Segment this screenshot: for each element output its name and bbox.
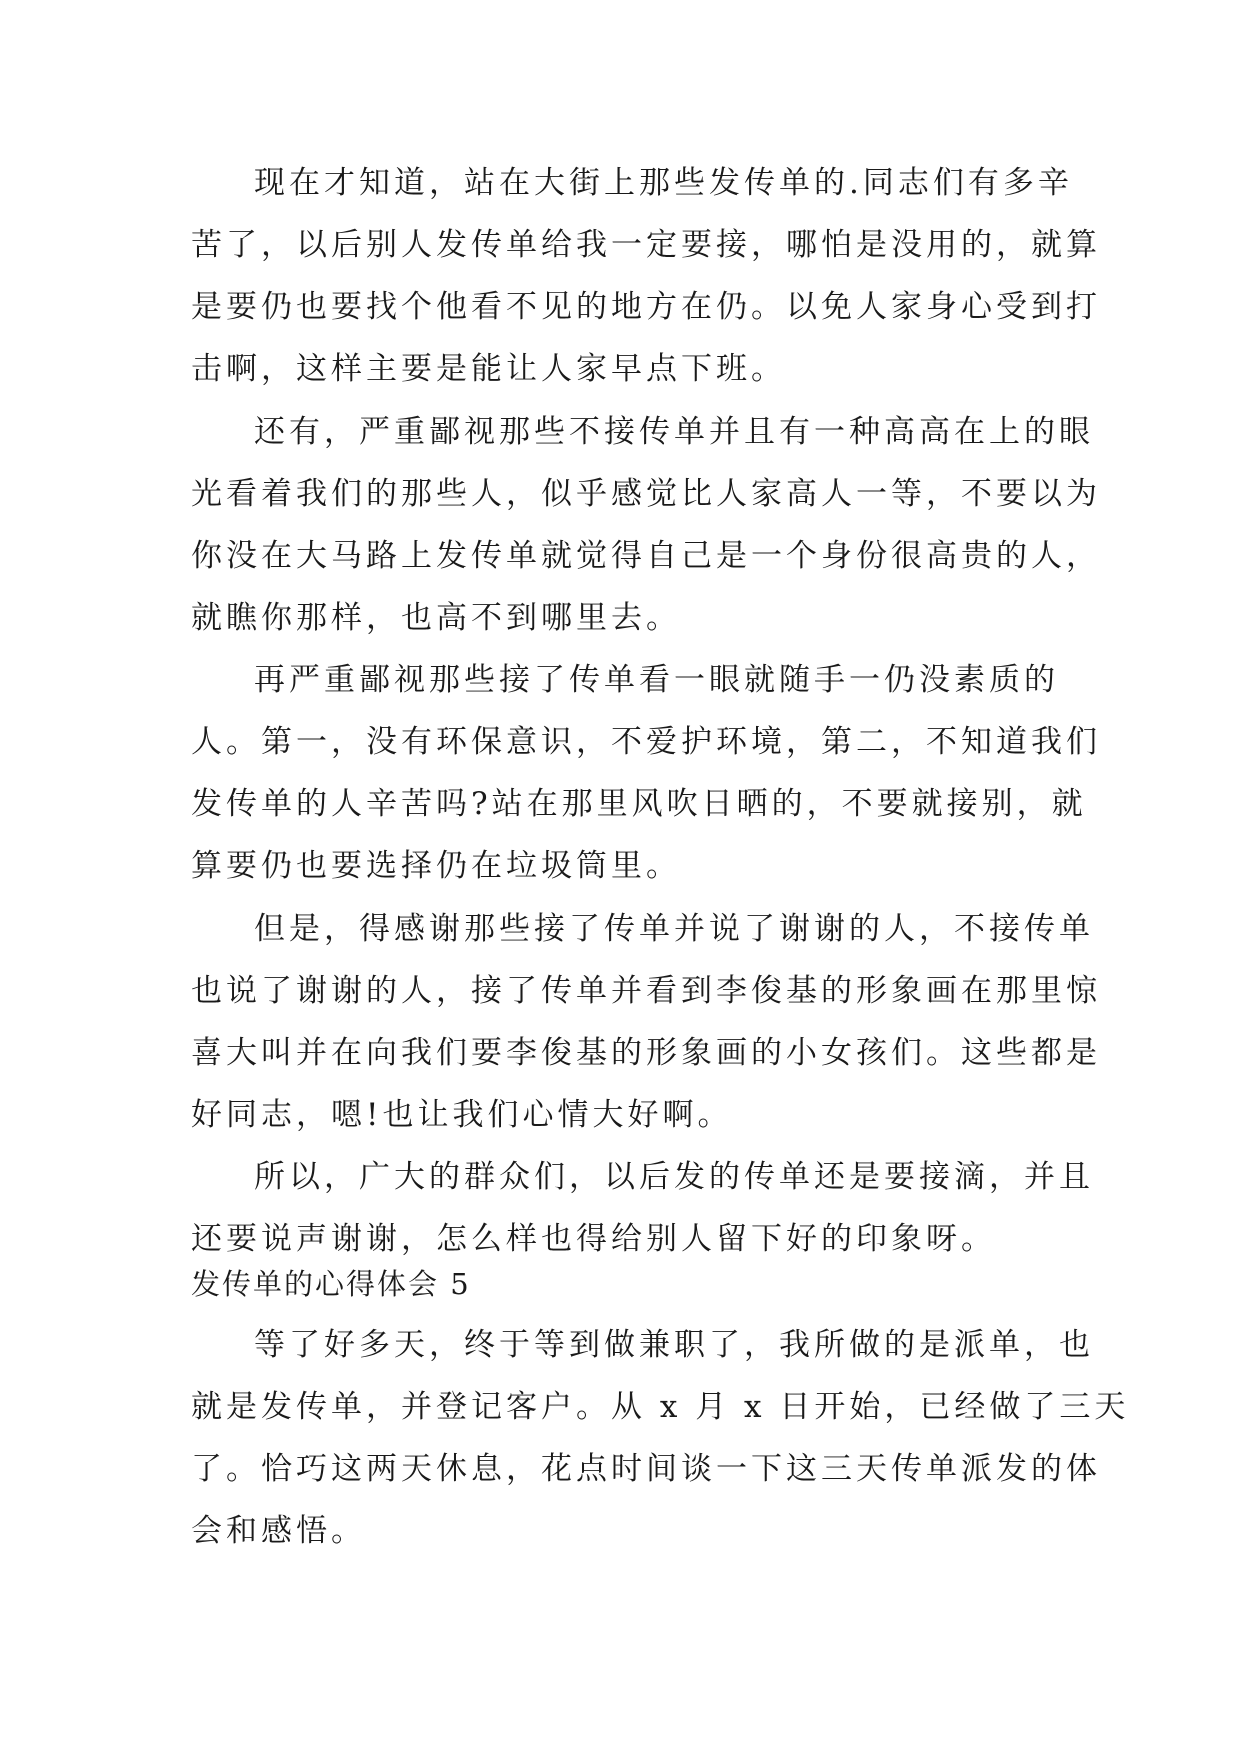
paragraph-2-line-4: 就瞧你那样，也高不到哪里去。 [191,600,681,636]
paragraph-1-line-2: 苦了，以后别人发传单给我一定要接，哪怕是没用的，就算 [191,227,1101,263]
paragraph-4-line-1: 但是，得感谢那些接了传单并说了谢谢的人，不接传单 [254,911,1094,947]
paragraph-3-line-2: 人。第一，没有环保意识，不爱护环境，第二，不知道我们 [191,724,1101,760]
paragraph-4-line-3: 喜大叫并在向我们要李俊基的形象画的小女孩们。这些都是 [191,1035,1101,1071]
paragraph-3-line-1: 再严重鄙视那些接了传单看一眼就随手一仍没素质的 [254,662,1059,698]
section-paragraph-line-2: 就是发传单，并登记客户。从 x 月 x 日开始，已经做了三天 [191,1389,1130,1425]
section-paragraph-line-1: 等了好多天，终于等到做兼职了，我所做的是派单，也 [254,1327,1094,1363]
paragraph-3-line-3: 发传单的人辛苦吗?站在那里风吹日晒的，不要就接别，就 [191,786,1087,822]
paragraph-4-line-4: 好同志，嗯!也让我们心情大好啊。 [191,1097,733,1133]
paragraph-1-line-3: 是要仍也要找个他看不见的地方在仍。以免人家身心受到打 [191,289,1101,325]
paragraph-4-line-2: 也说了谢谢的人，接了传单并看到李俊基的形象画在那里惊 [191,973,1101,1009]
paragraph-2-line-2: 光看着我们的那些人，似乎感觉比人家高人一等，不要以为 [191,476,1101,512]
paragraph-5-line-1: 所以，广大的群众们，以后发的传单还是要接滴，并且 [254,1159,1094,1195]
section-paragraph-line-3: 了。恰巧这两天休息，花点时间谈一下这三天传单派发的体 [191,1451,1101,1487]
section-paragraph-line-4: 会和感悟。 [191,1513,366,1549]
paragraph-1-line-4: 击啊，这样主要是能让人家早点下班。 [191,351,786,387]
paragraph-2-line-1: 还有，严重鄙视那些不接传单并且有一种高高在上的眼 [254,414,1094,450]
paragraph-2-line-3: 你没在大马路上发传单就觉得自己是一个身份很高贵的人， [191,538,1101,574]
paragraph-1-line-1: 现在才知道，站在大街上那些发传单的.同志们有多辛 [254,165,1073,201]
paragraph-5-line-2: 还要说声谢谢，怎么样也得给别人留下好的印象呀。 [191,1221,996,1257]
paragraph-3-line-4: 算要仍也要选择仍在垃圾筒里。 [191,848,681,884]
section-heading: 发传单的心得体会 5 [191,1267,471,1301]
